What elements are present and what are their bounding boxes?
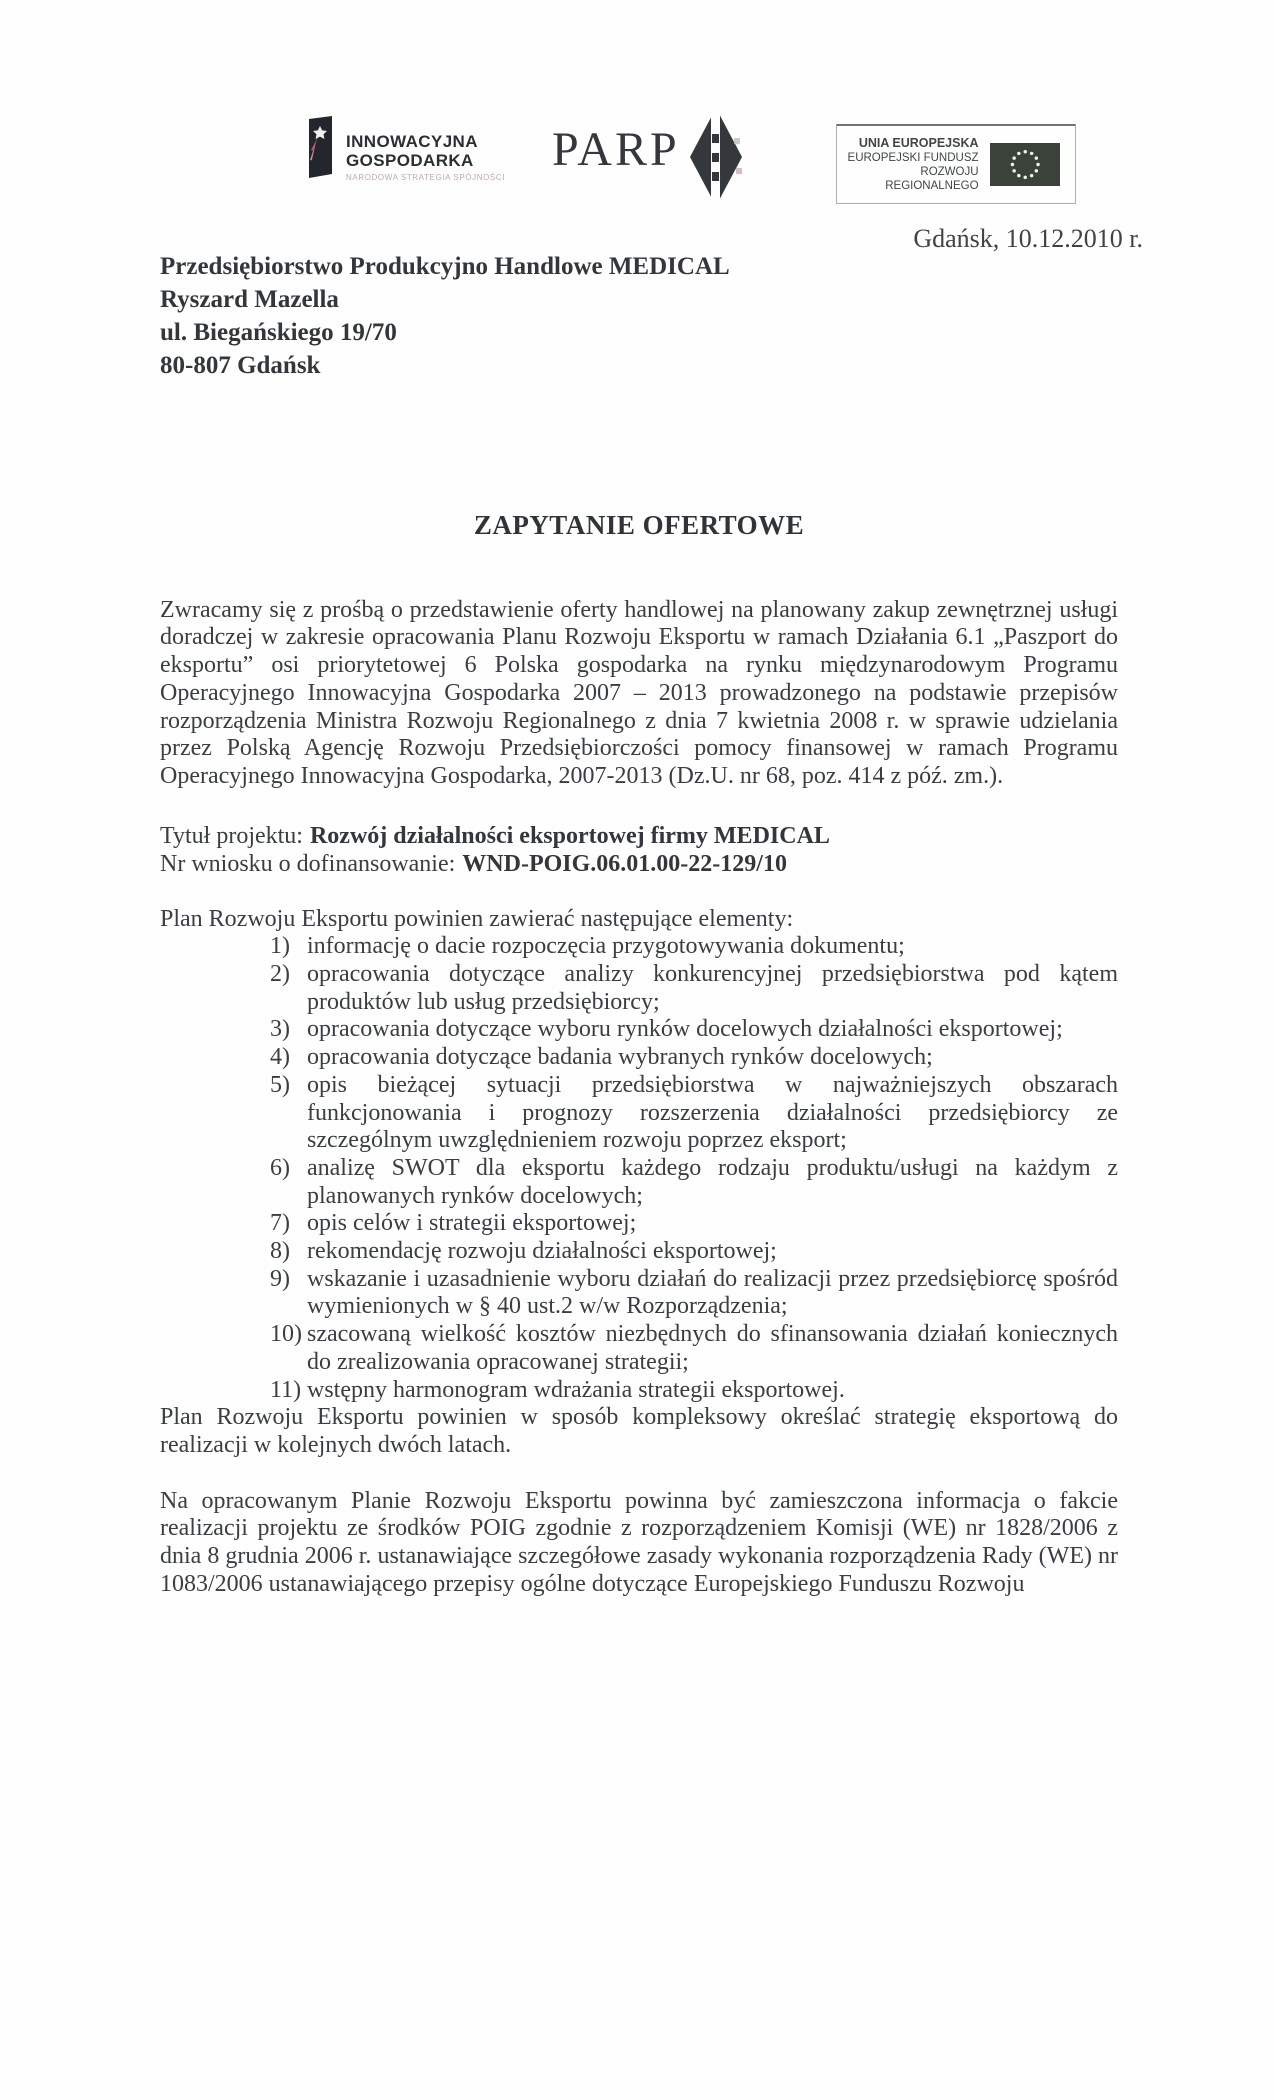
eu-line3: ROZWOJU REGIONALNEGO [885, 166, 979, 192]
item-number: 7) [270, 1210, 290, 1237]
parp-logo [552, 108, 742, 206]
document-title: ZAPYTANIE OFERTOWE [473, 510, 805, 540]
item-text: opracowania dotyczące wyboru rynków docelowych działalności eksportowej; [307, 1016, 1063, 1043]
application-number-value: WND-POIG.06.01.00-22-129/10 [462, 850, 787, 877]
list-item [160, 1238, 1118, 1266]
eu-logo-box [836, 124, 1076, 204]
item-text: opis bieżącej sytuacji przedsiębiorstwa w najważniejszych obszarach funkcjonowania i prognozy rozszerzenia działalności przedsiębiorcy ze szczególnym uwzględnieniem rozwoju poprzez eksport; [307, 1071, 1118, 1154]
item-text: rekomendację rozwoju działalności eksportowej; [307, 1238, 777, 1265]
poig-line2: GOSPODARKA [346, 151, 474, 170]
intro-paragraph: Zwracamy się z prośbą o przedstawienie oferty handlowej na planowany zakup zewnętrznej usługi doradczej w zakresie opracowania Planu Rozwoju Eksportu w ramach Działania 6.1 „Paszport do eksportu” osi priorytetowej 6 Polska gospodarka na rynku międzynarodowym Programu Operacyjnego Innowacyjna Gospodarka 2007 – 2013 prowadzonego na podstawie przepisów rozporządzenia Ministra Rozwoju Regionalnego z dnia 7 kwietnia 2008 r. w sprawie udzielania przez Polską Agencję Rozwoju Przedsiębiorczości pomocy finansowej w ramach Programu Operacyjnego Innowacyjna Gospodarka, 2007-2013 (Dz.U. nr 68, poz. 414 z póź. zm.). [160, 596, 1118, 789]
item-number: 2) [270, 961, 290, 988]
item-text: informację o dacie rozpoczęcia przygotowywania dokumentu; [307, 933, 905, 960]
item-number: 6) [270, 1154, 290, 1181]
eu-line2: EUROPEJSKI FUNDUSZ [847, 152, 979, 164]
project-info [160, 822, 1118, 878]
item-text: analizę SWOT dla eksportu każdego rodzaju produktu/usługi na każdym z planowanych rynków docelowych; [307, 1154, 1118, 1209]
recipient-name: Ryszard Mazella [160, 286, 339, 313]
plan-items-list [160, 933, 1118, 1404]
recipient-city: 80-807 Gdańsk [160, 352, 321, 379]
document-body [160, 512, 1118, 1599]
item-number: 4) [270, 1044, 290, 1071]
list-item [160, 1044, 1118, 1072]
list-item [160, 933, 1118, 961]
parp-diamond-icon [690, 108, 742, 206]
recipient-street: ul. Biegańskiego 19/70 [160, 319, 397, 346]
item-text: szacowaną wielkość kosztów niezbędnych do sfinansowania działań koniecznych do zrealizowania opracowanej strategii; [307, 1321, 1118, 1375]
item-number: 9) [270, 1265, 290, 1292]
list-item [160, 1155, 1118, 1210]
item-text: opracowania dotyczące badania wybranych rynków docelowych; [307, 1044, 933, 1071]
poig-logo-text [346, 132, 505, 182]
item-text: opis celów i strategii eksportowej; [307, 1210, 637, 1237]
poig-flag-icon [306, 116, 334, 178]
item-text: wstępny harmonogram wdrażania strategii eksportowej. [307, 1376, 845, 1403]
list-item [160, 1210, 1118, 1238]
recipient-block [160, 250, 730, 382]
innowacyjna-gospodarka-logo [306, 116, 505, 182]
list-item [160, 1321, 1118, 1376]
recipient-company: Przedsiębiorstwo Produkcyjno Handlowe MEDICAL [160, 253, 730, 280]
item-text: wskazanie i uzasadnienie wyboru działań do realizacji przez przedsiębiorcę spośród wymienionych w § 40 ust.2 w/w Rozporządzenia; [307, 1265, 1118, 1320]
eu-flag-icon [990, 141, 1060, 188]
project-title-label: Tytuł projektu: [160, 822, 303, 849]
application-number-label: Nr wniosku o dofinansowanie: [160, 850, 456, 877]
eu-logo-text [837, 136, 979, 193]
list-item [160, 1377, 1118, 1405]
eu-line1: UNIA EUROPEJSKA [858, 136, 979, 150]
parp-logo-text: PARP [552, 123, 680, 176]
list-item [160, 961, 1118, 1016]
item-number: 8) [270, 1238, 290, 1265]
closing-paragraph-1: Plan Rozwoju Eksportu powinien w sposób kompleksowy określać strategię eksportową do realizacji w kolejnych dwóch latach. [160, 1404, 1118, 1458]
item-text: opracowania dotyczące analizy konkurencyjnej przedsiębiorstwa pod kątem produktów lub usług przedsiębiorcy; [307, 961, 1118, 1015]
item-number: 11) [270, 1376, 302, 1403]
plan-intro: Plan Rozwoju Eksportu powinien zawierać następujące elementy: [160, 905, 794, 932]
item-number: 5) [270, 1071, 290, 1098]
item-number: 3) [270, 1016, 290, 1043]
list-item [160, 1266, 1118, 1321]
project-title-line [160, 822, 1118, 850]
poig-line1: INNOWACYJNA [346, 132, 478, 151]
list-item [160, 1072, 1118, 1155]
item-number: 1) [270, 933, 290, 960]
list-item [160, 1016, 1118, 1044]
application-number-line [160, 850, 1118, 878]
project-title-value: Rozwój działalności eksportowej firmy MEDICAL [309, 822, 830, 849]
closing-paragraph-2: Na opracowanym Planie Rozwoju Eksportu powinna być zamieszczona informacja o fakcie realizacji projektu ze środków POIG zgodnie z rozporządzeniem Komisji (WE) nr 1828/2006 z dnia 8 grudnia 2006 r. ustanawiające szczegółowe zasady wykonania rozporządzenia Rady (WE) nr 1083/2006 ustanawiającego przepisy ogólne dotyczące Europejskiego Funduszu Rozwoju [160, 1487, 1118, 1597]
poig-subtitle: NARODOWA STRATEGIA SPÓJNOŚCI [346, 173, 506, 182]
item-number: 10) [270, 1321, 302, 1348]
date-line: Gdańsk, 10.12.2010 r. [913, 224, 1143, 253]
